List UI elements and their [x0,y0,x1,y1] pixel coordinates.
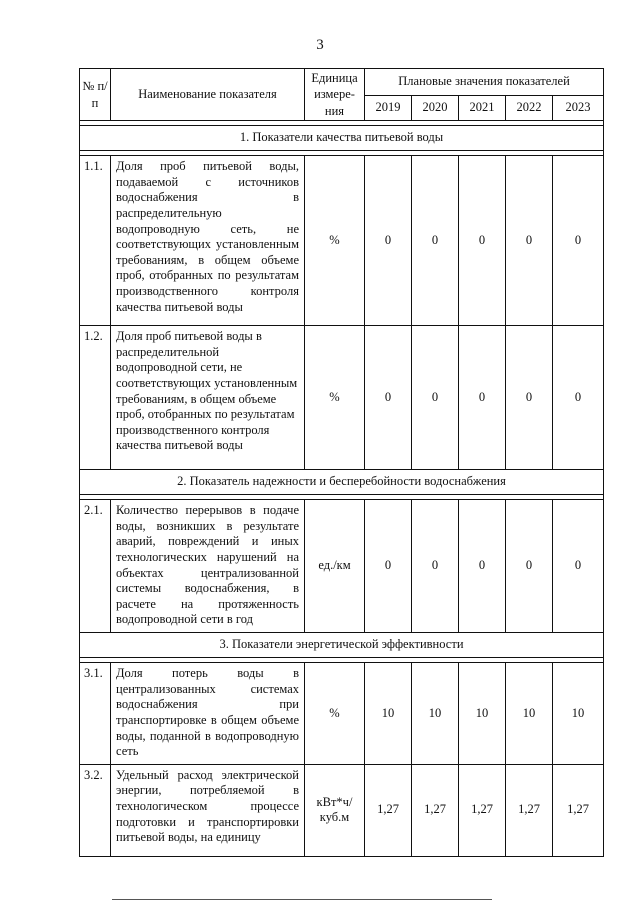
value-cell: 10 [412,663,459,765]
unit-cell: кВт*ч/куб.м [305,764,365,856]
value-cell: 0 [553,326,604,470]
header-year: 2021 [459,96,506,121]
table-row [80,663,604,765]
unit-cell: % [305,663,365,765]
value-cell: 0 [459,156,506,326]
section-title: 2. Показатель надежности и бесперебойности водоснабжения [80,470,604,495]
table-row [80,500,604,633]
value-cell: 0 [412,156,459,326]
header-name: Наименование показателя [111,69,305,121]
indicators-table [79,68,604,857]
value-cell: 1,27 [459,764,506,856]
indicator-name: Доля проб питьевой воды, подаваемой с источников водоснабжения в распределительную водопроводную сеть, не соответствующих установленным требованиям, в общем объеме проб, отобранных по результатам производственного контроля качества питьевой воды [111,156,305,326]
value-cell: 0 [365,156,412,326]
value-cell: 0 [412,500,459,633]
value-cell: 1,27 [365,764,412,856]
indicator-name: Удельный расход электрической энергии, потребляемой в технологическом процессе подготовки и транспортировки питьевой воды, на единицу [111,764,305,856]
value-cell: 0 [459,326,506,470]
header-year: 2019 [365,96,412,121]
unit-cell: % [305,156,365,326]
indicator-name: Доля проб питьевой воды в распределительной водопроводной сети, не соответствующих установленным требованиям, в общем объеме проб, отобранных по результатам производственного контроля качества питьевой воды [111,326,305,470]
header-unit: Единица измере-ния [305,69,365,121]
value-cell: 1,27 [553,764,604,856]
value-cell: 1,27 [506,764,553,856]
value-cell: 0 [365,500,412,633]
value-cell: 0 [506,326,553,470]
row-number: 1.2. [80,326,111,470]
header-year: 2023 [553,96,604,121]
header-plan: Плановые значения показателей [365,69,604,96]
header-year: 2022 [506,96,553,121]
row-number: 2.1. [80,500,111,633]
table-row [80,326,604,470]
value-cell: 10 [365,663,412,765]
page-bottom-rule [112,899,492,900]
indicator-name: Количество перерывов в подаче воды, возникших в результате аварий, повреждений и иных технологических нарушений на объектах централизованной системы водоснабжения, в расчете на протяженность водопроводной сети в год [111,500,305,633]
value-cell: 0 [553,500,604,633]
unit-cell: ед./км [305,500,365,633]
value-cell: 10 [553,663,604,765]
value-cell: 10 [506,663,553,765]
table-row [80,156,604,326]
row-number: 3.2. [80,764,111,856]
page-number: 3 [316,37,324,53]
section-title: 1. Показатели качества питьевой воды [80,126,604,151]
value-cell: 10 [459,663,506,765]
value-cell: 0 [506,156,553,326]
row-number: 1.1. [80,156,111,326]
indicator-name: Доля потерь воды в централизованных системах водоснабжения при транспортировке в общем объеме воды, поданной в водопроводную сеть [111,663,305,765]
header-year: 2020 [412,96,459,121]
value-cell: 1,27 [412,764,459,856]
section-title: 3. Показатели энергетической эффективности [80,633,604,658]
table-row [80,764,604,856]
header-num: № п/п [80,69,111,121]
value-cell: 0 [459,500,506,633]
value-cell: 0 [365,326,412,470]
value-cell: 0 [412,326,459,470]
value-cell: 0 [553,156,604,326]
value-cell: 0 [506,500,553,633]
row-number: 3.1. [80,663,111,765]
unit-cell: % [305,326,365,470]
